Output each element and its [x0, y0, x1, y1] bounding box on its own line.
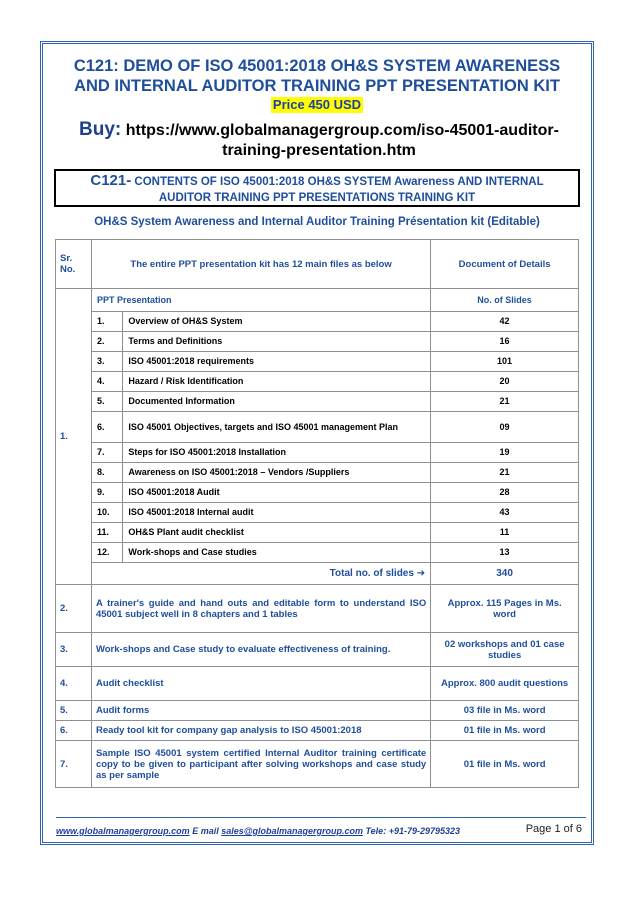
- row-doc: 03 file in Ms. word: [431, 701, 579, 721]
- row-sr: 5.: [56, 701, 92, 721]
- row-doc: Approx. 115 Pages in Ms. word: [431, 585, 579, 633]
- item-slides: 13: [431, 542, 578, 562]
- item-slides: 19: [431, 442, 578, 462]
- table-row: [56, 701, 579, 721]
- contents-heading-box: [54, 169, 580, 207]
- item-name: OH&S Plant audit checklist: [123, 522, 431, 542]
- row-sr: 3.: [56, 633, 92, 667]
- row-desc: Sample ISO 45001 system certified Internal Auditor training certificate copy to be given to participant after solving workshops and case study as per sample: [91, 741, 430, 788]
- total-label-cell: [92, 562, 431, 584]
- row-doc: 02 workshops and 01 case studies: [431, 633, 579, 667]
- item-number: 10.: [92, 502, 123, 522]
- buy-url-part1[interactable]: https://www.globalmanagergroup.com/iso-45001-auditor-: [125, 122, 559, 139]
- ppt-head-row: [92, 289, 578, 311]
- title-line-1: C121: DEMO OF ISO 45001:2018 OH&S SYSTEM AWARENESS: [73, 57, 561, 75]
- table-row: [92, 502, 578, 522]
- row-sr: 2.: [56, 585, 92, 633]
- footer-contact: [56, 826, 460, 836]
- contents-code: C121-: [90, 172, 132, 189]
- table-row: [56, 633, 579, 667]
- table-row: [56, 741, 579, 788]
- table-row: [92, 462, 578, 482]
- item-slides: 09: [431, 411, 578, 442]
- table-row-ppt: [56, 289, 579, 585]
- item-name: ISO 45001:2018 Internal audit: [123, 502, 431, 522]
- table-row: [92, 371, 578, 391]
- row-desc: Work-shops and Case study to evaluate effectiveness of training.: [91, 633, 430, 667]
- table-row: [92, 411, 578, 442]
- item-number: 3.: [92, 351, 123, 371]
- row-desc: A trainer's guide and hand outs and editable form to understand ISO 45001 subject well in 8 chapters and 1 tables: [91, 585, 430, 633]
- price-wrap: [46, 96, 588, 114]
- right-arrow-icon: ➔: [416, 567, 426, 579]
- item-slides: 20: [431, 371, 578, 391]
- item-slides: 42: [431, 311, 578, 331]
- page-number: Page 1 of 6: [525, 823, 582, 835]
- table-row: [92, 542, 578, 562]
- contents-line-1: CONTENTS OF ISO 45001:2018 OH&S SYSTEM Awareness AND INTERNAL: [134, 176, 544, 188]
- item-name: Documented Information: [123, 391, 431, 411]
- row-doc: 01 file in Ms. word: [431, 741, 579, 788]
- item-name: Overview of OH&S System: [123, 311, 431, 331]
- buy-url-part2[interactable]: training-presentation.htm: [222, 142, 416, 159]
- buy-line: [54, 120, 584, 161]
- total-value: 340: [431, 562, 578, 584]
- item-name: Work-shops and Case studies: [123, 542, 431, 562]
- table-row: [92, 442, 578, 462]
- ppt-label: PPT Presentation: [92, 289, 431, 311]
- item-number: 12.: [92, 542, 123, 562]
- table-row: [92, 351, 578, 371]
- table-row: [92, 311, 578, 331]
- item-slides: 21: [431, 462, 578, 482]
- item-slides: 16: [431, 331, 578, 351]
- item-name: ISO 45001:2018 requirements: [123, 351, 431, 371]
- item-slides: 28: [431, 482, 578, 502]
- buy-label: Buy:: [79, 119, 122, 140]
- item-name: ISO 45001:2018 Audit: [123, 482, 431, 502]
- item-number: 9.: [92, 482, 123, 502]
- kit-subtitle: OH&S System Awareness and Internal Auditor Training Présentation kit (Editable): [94, 216, 540, 228]
- table-row: [56, 667, 579, 701]
- contents-table: [55, 239, 579, 788]
- item-name: Steps for ISO 45001:2018 Installation: [123, 442, 431, 462]
- item-number: 2.: [92, 331, 123, 351]
- item-name: ISO 45001 Objectives, targets and ISO 45001 management Plan: [123, 411, 431, 442]
- footer-email-label: E mail: [189, 826, 222, 836]
- footer-email-link[interactable]: sales@globalmanagergroup.com: [221, 826, 364, 836]
- item-slides: 21: [431, 391, 578, 411]
- row-sr: 4.: [56, 667, 92, 701]
- header-doc: Document of Details: [431, 240, 579, 289]
- ppt-inner-table: [92, 289, 578, 584]
- item-number: 5.: [92, 391, 123, 411]
- header-sr: Sr. No.: [56, 240, 92, 289]
- table-row: [92, 522, 578, 542]
- row-sr: 1.: [56, 289, 92, 585]
- title-line-2: AND INTERNAL AUDITOR TRAINING PPT PRESENTATION KIT: [74, 77, 560, 95]
- row-desc: Audit forms: [91, 701, 430, 721]
- row-desc: Audit checklist: [91, 667, 430, 701]
- header-main: The entire PPT presentation kit has 12 main files as below: [91, 240, 430, 289]
- item-number: 4.: [92, 371, 123, 391]
- total-label: Total no. of slides: [329, 567, 414, 579]
- page-footer: [56, 817, 586, 840]
- item-slides: 11: [431, 522, 578, 542]
- item-slides: 101: [431, 351, 578, 371]
- table-row: [92, 482, 578, 502]
- row-doc: Approx. 800 audit questions: [431, 667, 579, 701]
- table-row: [56, 585, 579, 633]
- row-sr: 7.: [56, 741, 92, 788]
- item-slides: 43: [431, 502, 578, 522]
- ppt-cell: [91, 289, 578, 585]
- item-number: 8.: [92, 462, 123, 482]
- row-doc: 01 file in Ms. word: [431, 721, 579, 741]
- slides-label: No. of Slides: [431, 289, 578, 311]
- document-title: [46, 56, 588, 96]
- item-number: 6.: [92, 411, 123, 442]
- table-row: [92, 331, 578, 351]
- contents-line-2: AUDITOR TRAINING PPT PRESENTATIONS TRAINING KIT: [158, 192, 476, 204]
- item-number: 1.: [92, 311, 123, 331]
- item-name: Terms and Definitions: [123, 331, 431, 351]
- table-row: [56, 721, 579, 741]
- item-number: 7.: [92, 442, 123, 462]
- item-name: Awareness on ISO 45001:2018 – Vendors /Suppliers: [123, 462, 431, 482]
- price-highlight: Price 450 USD: [272, 97, 362, 112]
- footer-website-link[interactable]: www.globalmanagergroup.com: [56, 826, 190, 836]
- table-header-row: [56, 240, 579, 289]
- footer-phone: Tele: +91-79-29795323: [363, 826, 461, 836]
- total-row: [92, 562, 578, 584]
- item-number: 11.: [92, 522, 123, 542]
- table-row: [92, 391, 578, 411]
- row-desc: Ready tool kit for company gap analysis to ISO 45001:2018: [91, 721, 430, 741]
- item-name: Hazard / Risk Identification: [123, 371, 431, 391]
- row-sr: 6.: [56, 721, 92, 741]
